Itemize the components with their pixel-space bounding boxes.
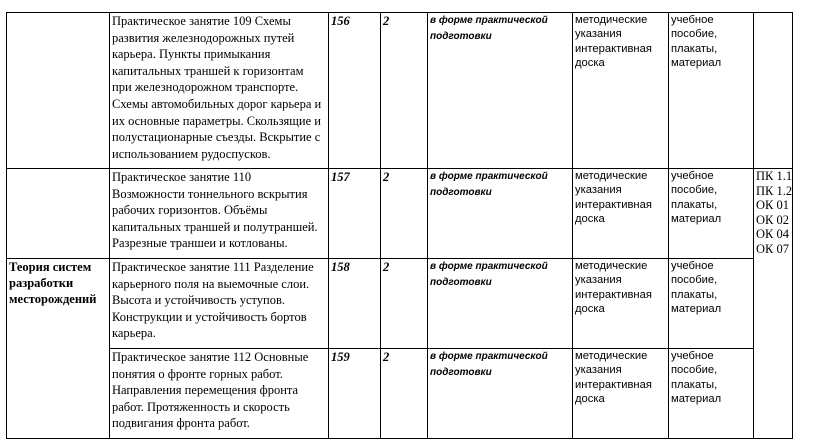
lesson-methods: методические указания интерактивная доска <box>573 259 669 349</box>
lesson-form: в форме практической подготовки <box>428 169 573 259</box>
competency-code: ОК 01 <box>756 198 789 212</box>
competency-code: ПК 1.2 <box>756 183 793 198</box>
topic-title: Теория систем разработки месторождений <box>7 259 110 439</box>
table-row <box>7 169 793 259</box>
topic-cell-empty <box>7 169 110 259</box>
competency-code: ОК 07 <box>756 241 789 256</box>
competency-code: ПК 1.1 <box>756 169 793 183</box>
lesson-methods: методические указания интерактивная доска <box>573 169 669 259</box>
lesson-description: Практическое занятие 112 Основные понятия о фронте горных работ. Направления перемещения фронта работ. Протяженность и скорость подвигания фронта работ. <box>110 349 329 439</box>
lesson-number: 156 <box>329 13 381 169</box>
topic-cell-empty <box>7 13 110 169</box>
lesson-hours: 2 <box>381 169 428 259</box>
lesson-materials: учебное пособие, плакаты, материал <box>669 349 754 439</box>
lesson-hours: 2 <box>381 259 428 349</box>
lesson-number: 159 <box>329 349 381 439</box>
lesson-materials: учебное пособие, плакаты, материал <box>669 169 754 259</box>
lesson-methods: методические указания интерактивная доска <box>573 349 669 439</box>
curriculum-table <box>6 12 793 439</box>
lesson-description: Практическое занятие 110 Возможности тоннельного вскрытия рабочих горизонтов. Объёмы капитальных траншей и полутраншей. Разрезные траншеи и котлованы. <box>110 169 329 259</box>
competency-code: ОК 02 <box>756 212 789 227</box>
competency-cell-empty <box>754 13 793 169</box>
lesson-hours: 2 <box>381 13 428 169</box>
table-row <box>7 259 793 349</box>
lesson-number: 157 <box>329 169 381 259</box>
table-row <box>7 13 793 169</box>
lesson-materials: учебное пособие, плакаты, материал <box>669 259 754 349</box>
competency-code: ОК 04 <box>756 227 789 241</box>
lesson-description: Практическое занятие 109 Схемы развития железнодорожных путей карьера. Пункты примыкания капитальных траншей к горизонтам при железнодорожном транспорте. Схемы автомобильных дорог карьера и их основные параметры. Скользящие и полустационарные съезды. Вскрытие с использованием рудоспусков. <box>110 13 329 169</box>
lesson-number: 158 <box>329 259 381 349</box>
lesson-form: в форме практической подготовки <box>428 259 573 349</box>
table-row <box>7 349 793 439</box>
lesson-form: в форме практической подготовки <box>428 13 573 169</box>
lesson-hours: 2 <box>381 349 428 439</box>
lesson-form: в форме практической подготовки <box>428 349 573 439</box>
lesson-description: Практическое занятие 111 Разделение карьерного поля на выемочные слои. Высота и устойчивость уступов. Конструкции и устойчивость бортов карьера. <box>110 259 329 349</box>
lesson-methods: методические указания интерактивная доска <box>573 13 669 169</box>
competency-codes <box>754 169 793 439</box>
lesson-materials: учебное пособие, плакаты, материал <box>669 13 754 169</box>
